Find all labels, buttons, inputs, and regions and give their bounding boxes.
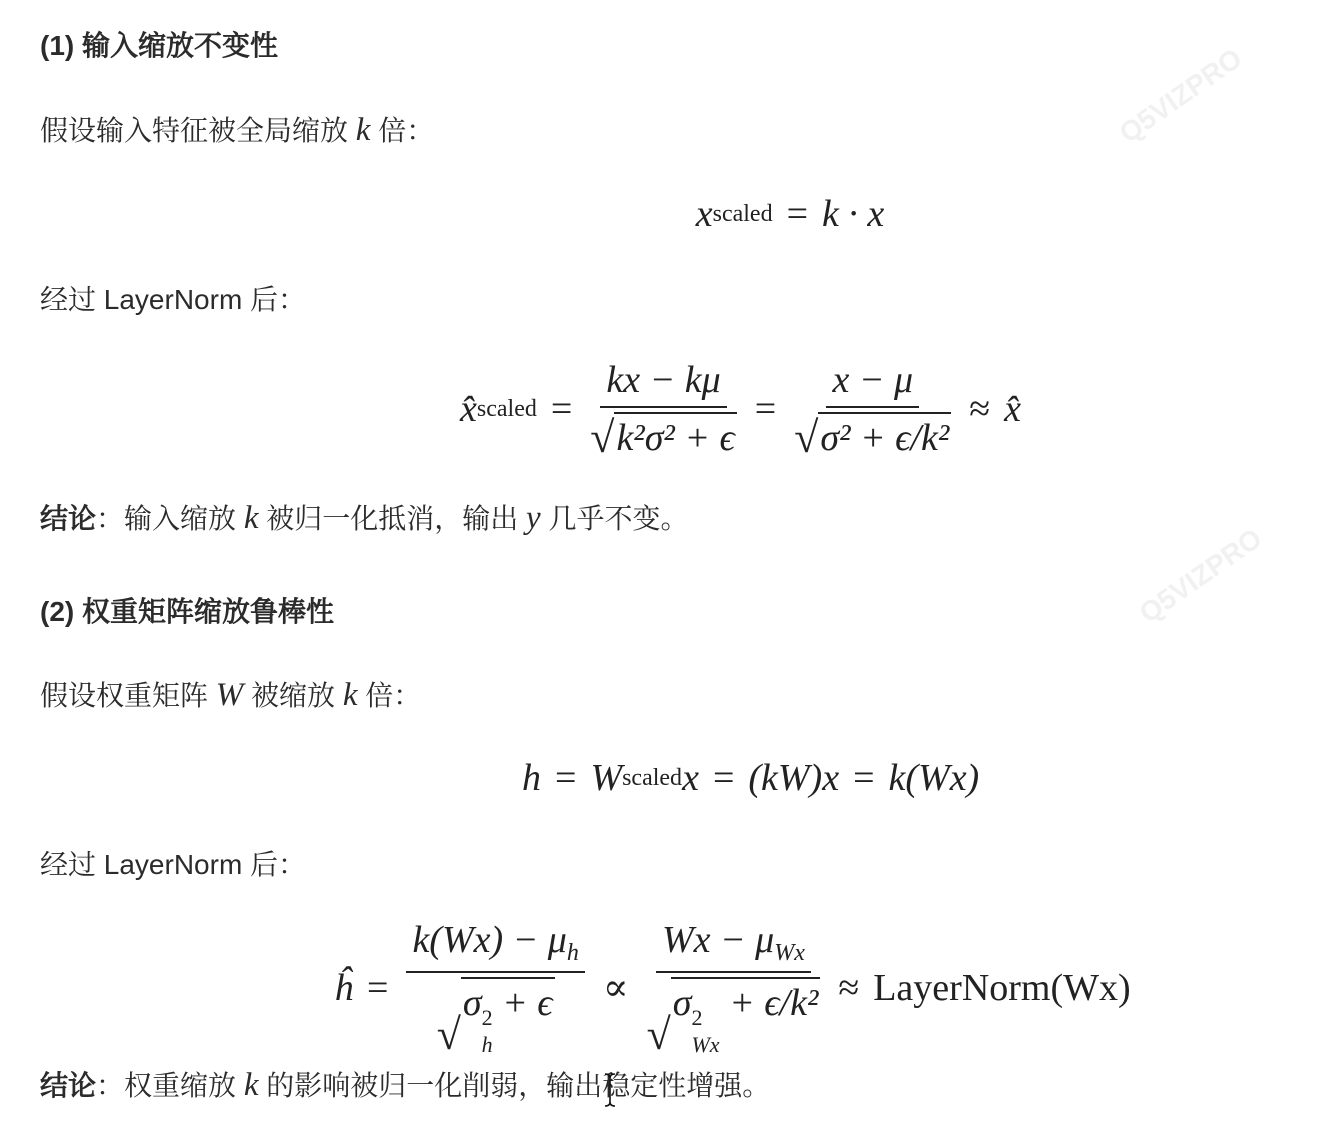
sqrt-icon: √: [646, 1010, 671, 1059]
text: ：: [96, 1070, 125, 1101]
text: 几乎不变。: [540, 503, 689, 534]
math: ĥ: [334, 966, 353, 1009]
math: x̂: [1004, 388, 1022, 430]
text: 的影响被归一化削弱，输出稳定性增强。: [258, 1070, 771, 1101]
math: + ϵ/k²: [719, 982, 819, 1024]
numerator: [406, 918, 584, 973]
denominator: [461, 977, 555, 1057]
math-op: =: [550, 388, 573, 430]
equation-4: [0, 918, 1337, 1057]
math: k(Wx) − μ: [412, 919, 567, 961]
sqrt-icon: √: [590, 413, 615, 462]
denominator: k²σ² + ϵ: [614, 412, 736, 460]
math: LayerNorm(Wx): [873, 966, 1131, 1009]
text: 输入缩放: [124, 503, 244, 534]
section-heading-1: (1) 输入缩放不变性: [40, 30, 279, 61]
numerator: kx − kμ: [600, 358, 726, 408]
math-var: k: [355, 112, 371, 148]
equation-2: [0, 358, 1337, 460]
math-sub: h: [481, 1032, 493, 1057]
math-sub: scaled: [712, 200, 773, 227]
math: x̂: [460, 388, 477, 430]
math: x: [682, 757, 699, 799]
denominator: [671, 977, 821, 1057]
watermark: Q5VIZPRO: [1133, 522, 1268, 629]
text: 倍：: [370, 115, 435, 146]
math-var: W: [215, 677, 244, 713]
equation-1: [0, 192, 1337, 236]
math: σ: [672, 982, 692, 1024]
math-var: k: [342, 677, 358, 713]
conclusion-label: 结论: [40, 503, 97, 534]
math-op: =: [555, 757, 577, 799]
sqrt-icon: √: [436, 1010, 461, 1059]
math-op: =: [754, 388, 777, 430]
fraction: [406, 918, 584, 1057]
math: (kW)x: [748, 757, 840, 799]
sqrt-icon: √: [794, 413, 819, 462]
math: k(Wx): [888, 757, 980, 799]
text-cursor-icon: [604, 1072, 616, 1108]
numerator: x − μ: [826, 358, 919, 408]
math-sub: Wx: [774, 940, 805, 966]
math-var: k: [243, 1067, 259, 1103]
numerator: [656, 918, 811, 973]
text: ：: [96, 503, 125, 534]
watermark: Q5VIZPRO: [1113, 42, 1248, 149]
conclusion: [40, 500, 688, 537]
denominator: σ² + ϵ/k²: [818, 412, 951, 460]
conclusion: [40, 1067, 770, 1104]
math: x: [695, 193, 713, 235]
math-op: ≈: [838, 966, 860, 1009]
text: 倍：: [357, 680, 422, 711]
math-sub: Wx: [691, 1032, 720, 1057]
math-var: k: [243, 500, 259, 536]
math-sub: scaled: [476, 395, 537, 422]
paragraph: 经过 LayerNorm 后：: [40, 849, 307, 880]
math-sub: scaled: [622, 764, 683, 791]
math: k · x: [822, 193, 885, 235]
math-op: =: [853, 757, 875, 799]
paragraph: [40, 677, 421, 714]
math: W: [590, 757, 623, 799]
text: 被缩放: [243, 680, 343, 711]
math: Wx − μ: [662, 919, 775, 961]
math-op: =: [786, 193, 809, 235]
text: 被归一化抵消，输出: [258, 503, 527, 534]
equation-3: [0, 756, 1337, 800]
fraction: [590, 358, 737, 460]
math-op: =: [367, 966, 389, 1009]
text: 假设权重矩阵: [40, 680, 216, 711]
math: σ: [462, 982, 482, 1024]
fraction: [647, 918, 821, 1057]
paragraph: 经过 LayerNorm 后：: [40, 284, 307, 315]
text: 权重缩放: [124, 1070, 244, 1101]
math-sup: 2: [691, 1005, 703, 1030]
math: + ϵ: [492, 982, 553, 1024]
math-op: ∝: [602, 967, 629, 1009]
text: 假设输入特征被全局缩放: [40, 115, 356, 146]
math-var: y: [526, 500, 541, 536]
math: h: [522, 757, 541, 799]
math-op: ≈: [969, 388, 991, 430]
fraction: [794, 358, 951, 460]
conclusion-label: 结论: [40, 1070, 97, 1101]
math-sup: 2: [481, 1005, 493, 1030]
math-sub: h: [566, 940, 579, 966]
math-op: =: [712, 757, 735, 799]
section-heading-2: (2) 权重矩阵缩放鲁棒性: [40, 596, 335, 627]
paragraph: [40, 112, 434, 149]
